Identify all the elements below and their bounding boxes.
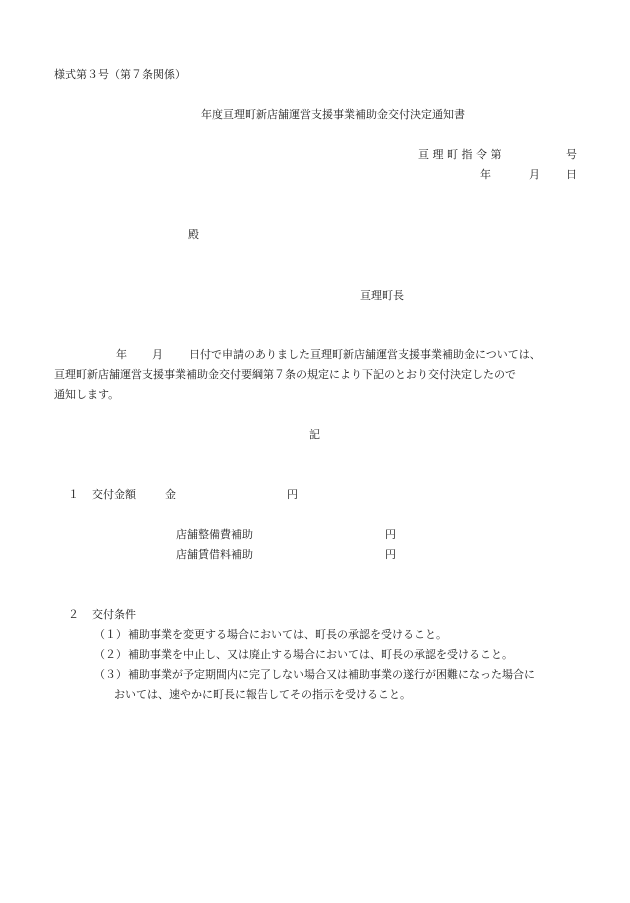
body-intro-month: 月 bbox=[152, 348, 163, 361]
body-line-2: 亘理町新店舗運営支援事業補助金交付要綱第７条の規定により下記のとおり交付決定したので bbox=[54, 368, 516, 381]
condition-3-text: 補助事業が予定期間内に完了しない場合又は補助事業の遂行が困難になった場合に bbox=[128, 668, 535, 681]
condition-2-text: 補助事業を中止し、又は廃止する場合においては、町長の承認を受けること。 bbox=[128, 648, 513, 661]
item1-yen: 円 bbox=[287, 488, 298, 501]
breakdown-rent-unit: 円 bbox=[385, 548, 396, 561]
body-line-3: 通知します。 bbox=[54, 388, 120, 401]
breakdown-store-improvement-unit: 円 bbox=[385, 528, 396, 541]
issuer-number-suffix: 号 bbox=[566, 148, 577, 161]
item2-label: 交付条件 bbox=[92, 608, 136, 621]
item1-number: １ bbox=[68, 488, 79, 501]
date-month: 月 bbox=[529, 168, 540, 181]
document-title: 年度亘理町新店舗運営支援事業補助金交付決定通知書 bbox=[201, 108, 465, 121]
item1-kin: 金 bbox=[165, 488, 176, 501]
condition-1-mark: （１） bbox=[94, 628, 127, 641]
body-intro-year: 年 bbox=[116, 348, 127, 361]
addressee-honorific: 殿 bbox=[188, 228, 199, 241]
item2-number: ２ bbox=[68, 608, 79, 621]
form-label: 様式第３号（第７条関係） bbox=[54, 68, 186, 81]
body-intro-rest: 日付で申請のありました亘理町新店舗運営支援事業補助金については、 bbox=[189, 348, 541, 361]
condition-3-mark: （３） bbox=[94, 668, 127, 681]
condition-2-mark: （２） bbox=[94, 648, 127, 661]
ki-heading: 記 bbox=[309, 428, 320, 441]
item1-label: 交付金額 bbox=[92, 488, 136, 501]
issuer-number-prefix: 亘 理 町 指 令 第 bbox=[418, 148, 502, 161]
breakdown-store-improvement-label: 店舗整備費補助 bbox=[176, 528, 253, 541]
date-day: 日 bbox=[566, 168, 577, 181]
condition-1-text: 補助事業を変更する場合においては、町長の承認を受けること。 bbox=[128, 628, 447, 641]
sender-name: 亘理町長 bbox=[360, 289, 404, 302]
breakdown-rent-label: 店舗賃借料補助 bbox=[176, 548, 253, 561]
date-year: 年 bbox=[480, 168, 491, 181]
condition-3-continuation: おいては、速やかに町長に報告してその指示を受けること。 bbox=[114, 688, 411, 701]
